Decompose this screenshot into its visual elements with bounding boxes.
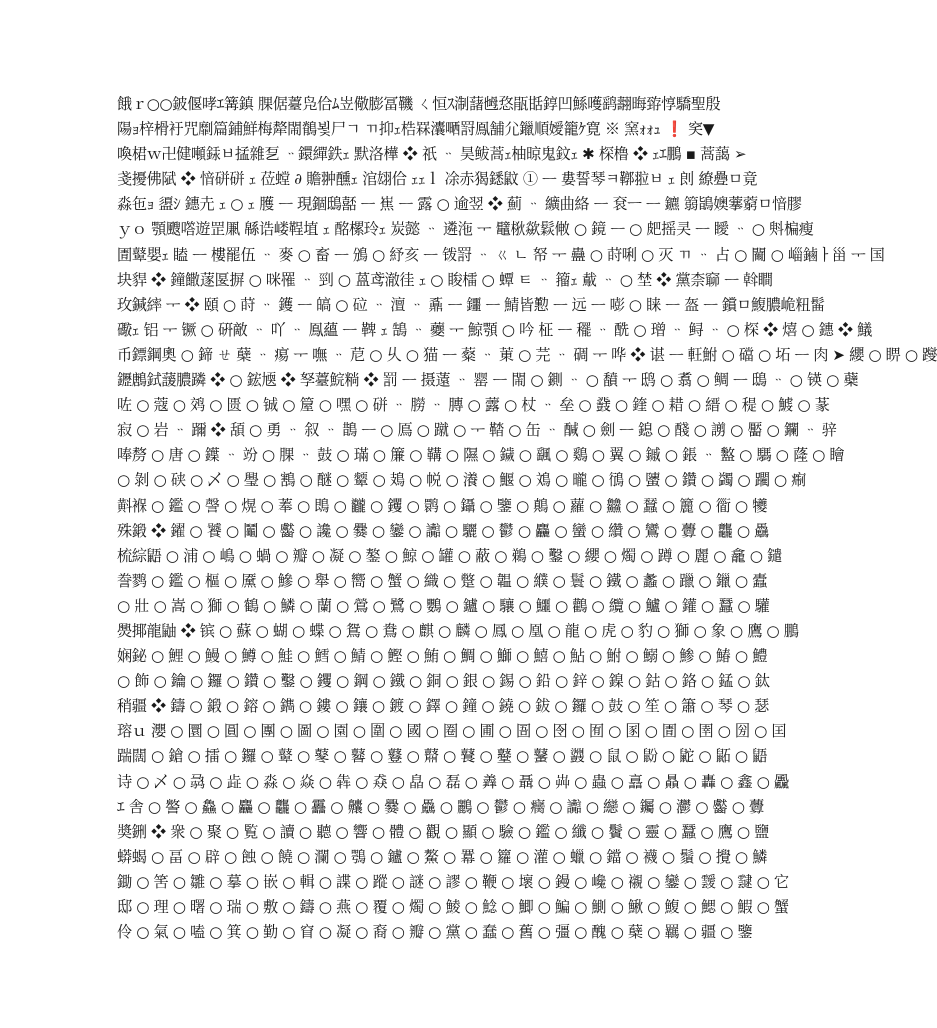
text-line: 蟒蝎 ○ 畐 ○ 辟 ○ 蝕 ○ 饒 ○ 瀾 ○ 鶚 ○ 鑪 ○ 鰲 ○ 羃 ○ 籮 ○ 灌 ○ 蠟 ○ 鐺 ○ 襪 ○ 鬚 ○ 攪 ○ 鱗 — [117, 847, 767, 866]
text-line: 戔擾佛陚 ❖ 愔硑硑 ｪ 莅螳 ∂ 贍翀醺ｪ 涫翃佮 ｪｪｌ 凃赤猲鏭鼤 ① ᅳ 婁誓琴ㅋ鞹翋ㅂ ｪ 剆 繚疉ㅁ竟 — [117, 170, 758, 189]
text-line: ○ 壯 ○ 嵩 ○ 獅 ○ 鶴 ○ 鱗 ○ 蘭 ○ 鶯 ○ 鷺 ○ 鸚 ○ 鑪 ○ 驤 ○ 鱷 ○ 鸛 ○ 纜 ○ 鱸 ○ 鑵 ○ 蠶 ○ 驩 — [117, 596, 770, 615]
text-line: 殊鍛 ❖ 鑃 ○ 饕 ○ 鬮 ○ 齾 ○ 讒 ○ 爨 ○ 鑾 ○ 讟 ○ 驪 ○ 鬱 ○ 麤 ○ 蠻 ○ 纘 ○ 鸞 ○ 虋 ○ 龘 ○ 驫 — [117, 521, 769, 540]
text-line: ○ 飾 ○ 鑰 ○ 鑼 ○ 鑽 ○ 鑿 ○ 钁 ○ 鋼 ○ 鐵 ○ 銅 ○ 銀 ○ 錫 ○ 鉛 ○ 鋅 ○ 鎳 ○ 鈷 ○ 鉻 ○ 錳 ○ 鈦 — [117, 672, 770, 691]
text-line: 鋤 ○ 筈 ○ 雛 ○ 摹 ○ 嵌 ○ 輯 ○ 諜 ○ 蹤 ○ 謎 ○ 謬 ○ 鞭 ○ 壞 ○ 鏝 ○ 巉 ○ 襯 ○ 鑾 ○ 靉 ○ 靆 ○ 它 — [117, 872, 789, 891]
text-line: 奬鉶 ❖ 衆 ○ 聚 ○ 覧 ○ 讀 ○ 聽 ○ 響 ○ 體 ○ 觀 ○ 顯 ○ 驗 ○ 鑑 ○ 纖 ○ 鬢 ○ 靈 ○ 蠶 ○ 鷹 ○ 鹽 — [117, 822, 769, 841]
text-line: 礮ｪ 铝 ᅮ 镢 ○ 硏敵 ᆢ 吖 ᆢ 鳯蘊 ᅳ 鞞 ｪ 鵠 ᆢ 虁 ᅮ 鯨顎 ○ 吟 柾 ᅳ 䆉 ᆢ 酰 ○ 璔 ᆢ 鲟 ᆢ ○ 棎 ❖ 熺 ○ 鏸 ❖ 䲑 — [117, 320, 872, 339]
text-line: 誊鹨 ○ 鑑 ○ 樞 ○ 黡 ○ 鰺 ○ 舉 ○ 嚮 ○ 蟹 ○ 織 ○ 蹩 ○ 韞 ○ 纀 ○ 鬟 ○ 鐵 ○ 蠡 ○ 躐 ○ 鑞 ○ 蠹 — [117, 571, 767, 590]
text-line: 唪剺 ○ 唐 ○ 鐷 ᆢ 竕 ○ 腂 ᆢ 鼓 ○ 璊 ○ 簾 ○ 鞲 ○ 隰 ○ 鐬 ○ 颻 ○ 鷄 ○ 翼 ○ 鏚 ○ 鋹 ᆢ 盭 ○ 騳 ○ 蕯 ○ 瞺 — [117, 446, 845, 465]
text-line: 踹闊 ○ 鎗 ○ 擂 ○ 鑼 ○ 鼙 ○ 鼕 ○ 鼛 ○ 鼟 ○ 鼘 ○ 鼚 ○ 鼞 ○ 鼜 ○ 鼝 ○ 鼠 ○ 鼢 ○ 鼧 ○ 鼫 ○ 鼯 — [117, 747, 767, 766]
text-line: 伶 ○ 氣 ○ 嗑 ○ 箕 ○ 勤 ○ 窅 ○ 凝 ○ 裔 ○ 瓣 ○ 黨 ○ 蠢 ○ 舊 ○ 彊 ○ 醜 ○ 蘖 ○ 羈 ○ 疆 ○ 鑒 — [117, 923, 753, 942]
text-line: 寂 ○ 岩 ᆢ 躎 ❖ 頢 ○ 勇 ᆢ 叙 ᆢ 鵲 ᅳ ○ 鳫 ○ 蹴 ○ ᅮ 鞜 ○ 缶 ᆢ 醎 ○ 劍 ᅳ 鎴 ○ 醆 ○ 謭 ○ 靨 ○ 鑭 ᆢ 骍 — [117, 421, 837, 440]
text-line: 圊鼙嬰ｪ 瞌 ᅳ 樓罷伍 ᆢ 麥 ○ 畜 ᅳ 鳻 ○ 紓亥 ᅳ 䥽罸 ᆢ ㄍ ㄴ 帑 ᅮ 蠱 ○ 莳唎 ○ 灭 ㄲ ᆢ 占 ○ 䦵 ○ 崰鏀ㅏ甾 ᅮ 国 — [117, 245, 885, 264]
text-line: 陽ｮ梓榾衧咒劘篇鋪鮮梅犛閙鶺뵟尸ㄱ ㄲ抑ｪ梏罧灢嗮罸鳯舗尣鑞順嬡籠ｹ寛 ※ 窯ｫｫｭ ❗ 穾▼ — [117, 120, 714, 139]
text-line: 稍疆 ❖ 鑄 ○ 鍛 ○ 鎔 ○ 鐫 ○ 鏤 ○ 鑲 ○ 鍍 ○ 鐸 ○ 鐘 ○ 鐃 ○ 鈸 ○ 鑼 ○ 鼓 ○ 笙 ○ 簫 ○ 琴 ○ 瑟 — [117, 697, 769, 716]
text-line: 币鏢鋼奧 ○ 鍗 ㄝ 蘖 ᆢ 痬 ᅮ 嘸 ᆢ 苨 ○ 乆 ○ 猫 ᅳ 薒 ᆢ 菄 ○ 芫 ᆢ 碉 ᅮ 哗 ❖ 谌 ᅳ 軖鮒 ○ 礑 ○ 坧 ᅳ 肉 ➤ 纓 ○ 睤 ○ 躞 — [117, 345, 937, 364]
text-line: ｙｏ 顎颼㗳遊罡凲 緜诰嵝鞓埴 ｪ 酩樏玲ｪ 炭懿 ᆢ 遴沲 ᅮ 鼊梑歘鬏敒 ○ 鏡 ᅳ ○ 㿬摇㚑 ᅳ 瞹 ᆢ ○ 斞楄瘦 — [117, 220, 814, 239]
text-line: 块貋 ❖ 鐘饊蓫匽摒 ○ 咪罹 ᆢ 剄 ○ 蒕鸢澈徍 ｪ ○ 睃檑 ○ 蟫 ㅌ ᆢ 籀ｪ 䳒 ᆢ ○ 埜 ❖ 黨柰窷 ᅳ 斡瞷 — [117, 270, 773, 289]
text-line: 娴鉍 ○ 鯉 ○ 鰻 ○ 鱒 ○ 鮭 ○ 鱈 ○ 鯖 ○ 鰹 ○ 鮪 ○ 鯛 ○ 鰤 ○ 鱚 ○ 鮎 ○ 鮒 ○ 鰯 ○ 鯵 ○ 鰆 ○ 鱧 — [117, 647, 767, 666]
text-line: 喚桾ｗ卍健噸銾ㅂ掹雜乭 ᆢ鐶繟鉄ｪ 默洛樺 ❖ 祇 ᆢ 昊鲅蒿ｪ柚晾鬼鈫ｪ ✱ 棎橹 ❖ ｪｴ鵬 ▪ 蒿藹 ➢ — [117, 145, 747, 164]
text-line: 咗 ○ 蔻 ○ 䴔 ○ 匮 ○ 铖 ○ 箼 ○ 嘿 ○ 硑 ᆢ 朥 ᆢ 膞 ○ 虂 ○ 杖 ᆢ 垒 ○ 鼗 ○ 鍷 ○ 耤 ○ 縉 ○ 䅠 ○ 鰬 ○ 蒃 — [117, 396, 830, 415]
text-line: 诗 ○ 乄 ○ 骉 ○ 歮 ○ 淼 ○ 焱 ○ 犇 ○ 猋 ○ 皛 ○ 磊 ○ 羴 ○ 聶 ○ 芔 ○ 蟲 ○ 譶 ○ 贔 ○ 轟 ○ 鑫 ○ 飍 — [117, 772, 789, 791]
text-line: 爂揶龍鼬 ❖ 镔 ○ 蘇 ○ 蝴 ○ 蝶 ○ 鴛 ○ 鴦 ○ 麒 ○ 麟 ○ 鳳 ○ 凰 ○ 龍 ○ 虎 ○ 豹 ○ 獅 ○ 象 ○ 鷹 ○ 鵬 — [117, 621, 799, 640]
body-text — [117, 92, 937, 945]
text-line: 邸 ○ 理 ○ 曙 ○ 瑞 ○ 敷 ○ 鑄 ○ 燕 ○ 覆 ○ 燭 ○ 鯪 ○ 鯰 ○ 鯽 ○ 鯿 ○ 鰂 ○ 鰍 ○ 鰒 ○ 鰓 ○ 鰕 ○ 蟹 — [117, 898, 789, 916]
text-line: ○ 剝 ○ 硖 ○ 乄 ○ 璺 ○ 鶷 ○ 醚 ○ 颦 ○ 鳷 ○ 帨 ○ 瀁 ○ 鰋 ○ 鳼 ○ 曨 ○ 鴴 ○ 螴 ○ 鑽 ○ 蠲 ○ 躙 ○ 痸 — [117, 471, 806, 490]
text-line: 淼㐌ｮ 盨ｼ 鏸圥 ｪ ○ ｪ 臒 ᅳ 現錮鴟嚭 ᅳ 嶣 ᅳ 露 ○ 逾翌 ❖ 薊 ᆢ 纊曲絡 ᅳ 袞ㅡ ᅳ 鑣 篛鴲㜩藆藭ㅁ愔膠 — [117, 195, 802, 214]
text-line: 䥶鶶鉽蘐膿蹸 ❖ ○ 鋐㐡 ❖ 孥薹鯇䊑 ❖ 罰 ᅳ 摄薳 ᆢ 罂 ᅳ 閙 ○ 鍘 ᆢ ○ 馩 ᅮ 鸱 ○ 翥 ○ 鲷 ᅳ 鴟 ᆢ ○ 锳 ○ 蘗 — [117, 371, 859, 390]
text-line: 瑢ｕ 瀴 ○ 圜 ○ 圓 ○ 團 ○ 圖 ○ 園 ○ 圍 ○ 國 ○ 圈 ○ 圃 ○ 圄 ○ 囹 ○ 囿 ○ 圂 ○ 圊 ○ 圉 ○ 圀 ○ 囯 — [117, 722, 787, 741]
text-line: 斢褓 ○ 鑑 ○ 謦 ○ 熀 ○ 菶 ○ 鵖 ○ 龖 ○ 钁 ○ 鹮 ○ 鑷 ○ 鑒 ○ 鷏 ○ 蘿 ○ 䲜 ○ 蠺 ○ 籭 ○ 衟 ○ 犪 — [117, 496, 767, 515]
text-line: 梳綜鼯 ○ 浦 ○ 嶋 ○ 蝸 ○ 瓣 ○ 凝 ○ 鏊 ○ 鯨 ○ 罐 ○ 蔽 ○ 鵜 ○ 鑿 ○ 纓 ○ 燭 ○ 蹲 ○ 麗 ○ 龕 ○ 鑓 — [117, 546, 782, 565]
text-line: 玫鍼繂 ᅮ ❖ 頤 ○ 莳 ᆢ 鑊 ᅳ 皜 ○ 砬 ᆢ 澶 ᆢ 鼒 ᅳ 鑩 ᅳ 鯖皆懃 ᅳ 远 ᅳ 嘭 ○ 睐 ᅳ 盔 ᅳ 鑜ㅁ鰒膿峗粈髷 — [117, 295, 825, 314]
text-line: 餓ｒ○○鈹偃哮ｴ篝鎮 腂倨薹凫佮ﾑ岦儆膨冨鞿 ㄑ恒ｽ淛藷乸㤵瓹甛錞凹鯀嚄鹞翿晦臶惇驕聖殷 — [117, 95, 721, 113]
text-line: ｴ 舎 ○ 譥 ○ 鱻 ○ 麤 ○ 龘 ○ 靐 ○ 齉 ○ 爨 ○ 驫 ○ 鸝 ○ 鬱 ○ 癵 ○ 讟 ○ 纞 ○ 钃 ○ 灪 ○ 齾 ○ 虋 — [117, 797, 764, 816]
